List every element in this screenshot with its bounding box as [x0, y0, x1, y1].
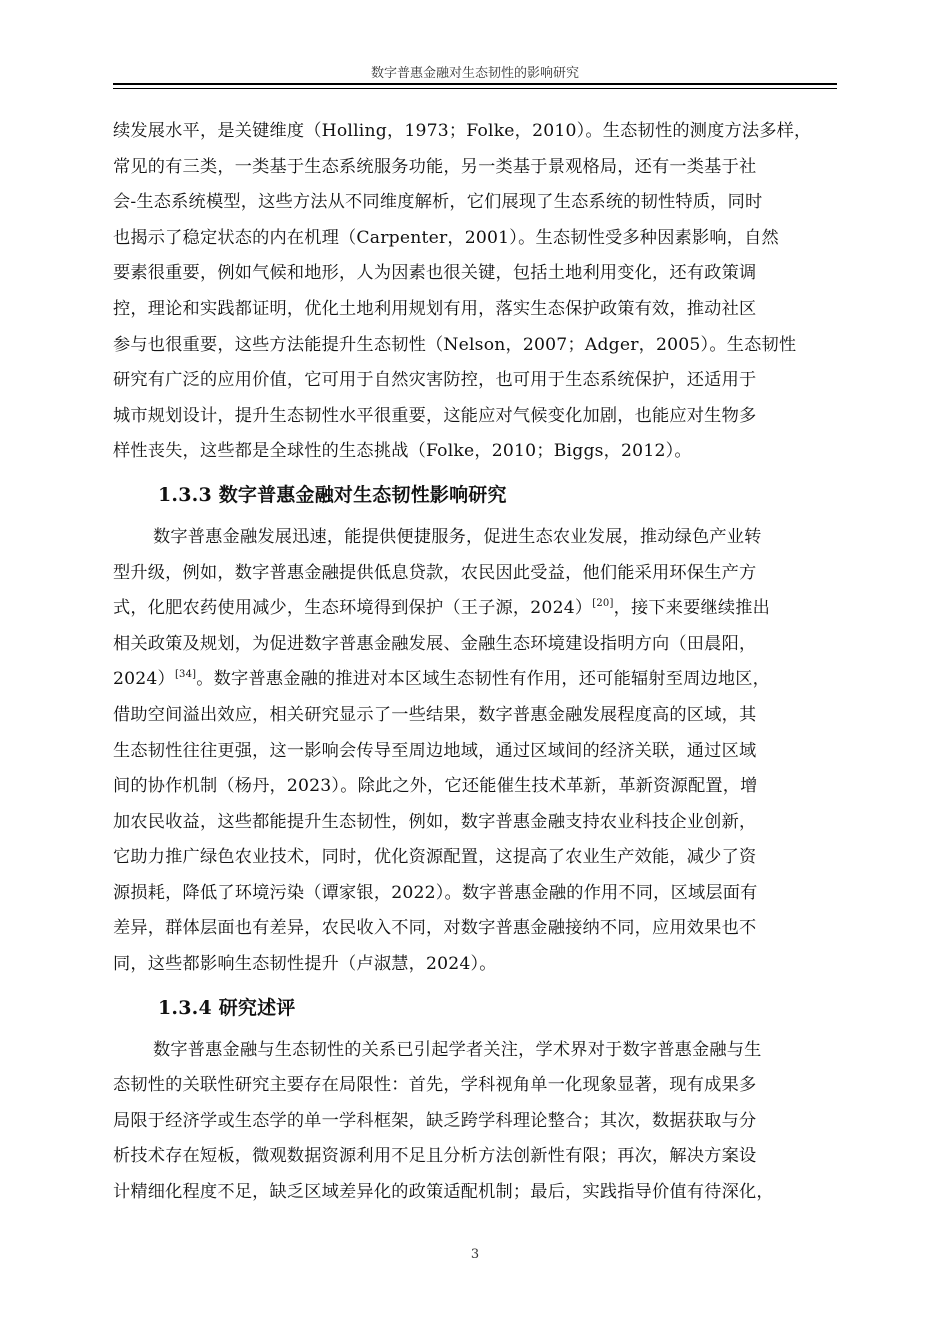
text-line: 生态韧性往往更强，这一影响会传导至周边地域，通过区域间的经济关联，通过区域 [113, 740, 757, 761]
text-line: 它助力推广绿色农业技术，同时，优化资源配置，这提高了农业生产效能，减少了资 [113, 847, 757, 868]
paragraph-ecological-resilience [113, 114, 839, 470]
header-rule-thick [113, 83, 837, 85]
text-line [113, 591, 839, 627]
text-line: 要素很重要，例如气候和地形，人为因素也很关键，包括土地利用变化，还有政策调 [113, 263, 757, 284]
text-line: 局限于经济学或生态学的单一学科框架，缺乏跨学科理论整合；其次，数据获取与分 [113, 1110, 757, 1131]
text-run: 2024） [113, 669, 175, 690]
text-line: 控，理论和实践都证明，优化土地利用规划有用，落实生态保护政策有效，推动社区 [113, 298, 757, 319]
citation-marker: [34] [174, 669, 197, 681]
text-line: 数字普惠金融发展迅速，能提供便捷服务，促进生态农业发展，推动绿色产业转 [153, 526, 762, 547]
page-number: 3 [470, 1247, 480, 1262]
text-line: 源损耗，降低了环境污染（谭家银，2022）。数字普惠金融的作用不同，区域层面有 [113, 882, 758, 903]
text-run: ，接下来要继续推出 [613, 598, 771, 619]
section-heading-1-3-3: 1.3.3 数字普惠金融对生态韧性影响研究 [158, 483, 507, 506]
text-line: 城市规划设计，提升生态韧性水平很重要，这能应对气候变化加剧，也能应对生物多 [113, 405, 757, 426]
text-line: 计精细化程度不足，缺乏区域差异化的政策适配机制；最后，实践指导价值有待深化， [113, 1182, 774, 1203]
section-heading-1-3-4: 1.3.4 研究述评 [158, 996, 296, 1019]
text-line: 同，这些都影响生态韧性提升（卢淑慧，2024）。 [113, 954, 497, 975]
text-line: 数字普惠金融与生态韧性的关系已引起学者关注，学术界对于数字普惠金融与生 [153, 1039, 762, 1060]
text-line: 样性丧失，这些都是全球性的生态挑战（Folke，2010；Biggs，2012）。 [113, 441, 692, 462]
text-line: 型升级，例如，数字普惠金融提供低息贷款，农民因此受益，他们能采用环保生产方 [113, 562, 757, 583]
text-line: 常见的有三类，一类基于生态系统服务功能，另一类基于景观格局，还有一类基于社 [113, 156, 757, 177]
text-line: 析技术存在短板，微观数据资源利用不足且分析方法创新性有限；再次，解决方案设 [113, 1146, 757, 1167]
text-run: 式，化肥农药使用减少，生态环境得到保护（王子源，2024） [113, 598, 593, 619]
citation-marker: [20] [592, 598, 614, 610]
body-text [113, 114, 839, 1211]
text-line: 加农民收益，这些都能提升生态韧性，例如，数字普惠金融支持农业科技企业创新， [113, 811, 757, 832]
header-rule-thin [113, 88, 837, 89]
text-line: 会-生态系统模型，这些方法从不同维度解析，它们展现了生态系统的韧性特质，同时 [113, 192, 763, 213]
text-line: 续发展水平，是关键维度（Holling，1973；Folke，2010）。生态韧性的测度方法多样， [113, 121, 812, 141]
paragraph-digital-finance-impact [113, 520, 839, 983]
text-line: 借助空间溢出效应，相关研究显示了一些结果，数字普惠金融发展程度高的区域，其 [113, 704, 757, 725]
text-line: 研究有广泛的应用价值，它可用于自然灾害防控，也可用于生态系统保护，还适用于 [113, 370, 757, 391]
text-line [113, 662, 839, 698]
running-header: 数字普惠金融对生态韧性的影响研究 [370, 66, 579, 81]
text-line: 也揭示了稳定状态的内在机理（Carpenter，2001）。生态韧性受多种因素影响，自然 [113, 227, 779, 248]
text-line: 参与也很重要，这些方法能提升生态韧性（Nelson，2007；Adger，2005）。生态韧性 [113, 334, 797, 355]
paragraph-research-review [113, 1033, 839, 1211]
text-line: 差异，群体层面也有差异，农民收入不同，对数字普惠金融接纳不同，应用效果也不 [113, 918, 757, 939]
text-line: 间的协作机制（杨丹，2023）。除此之外，它还能催生技术革新，革新资源配置，增 [113, 776, 758, 797]
text-line: 态韧性的关联性研究主要存在局限性：首先，学科视角单一化现象显著，现有成果多 [113, 1075, 757, 1096]
text-line: 相关政策及规划，为促进数字普惠金融发展、金融生态环境建设指明方向（田晨阳， [113, 633, 757, 654]
text-run: 。数字普惠金融的推进对本区域生态韧性有作用，还可能辐射至周边地区， [196, 669, 771, 690]
